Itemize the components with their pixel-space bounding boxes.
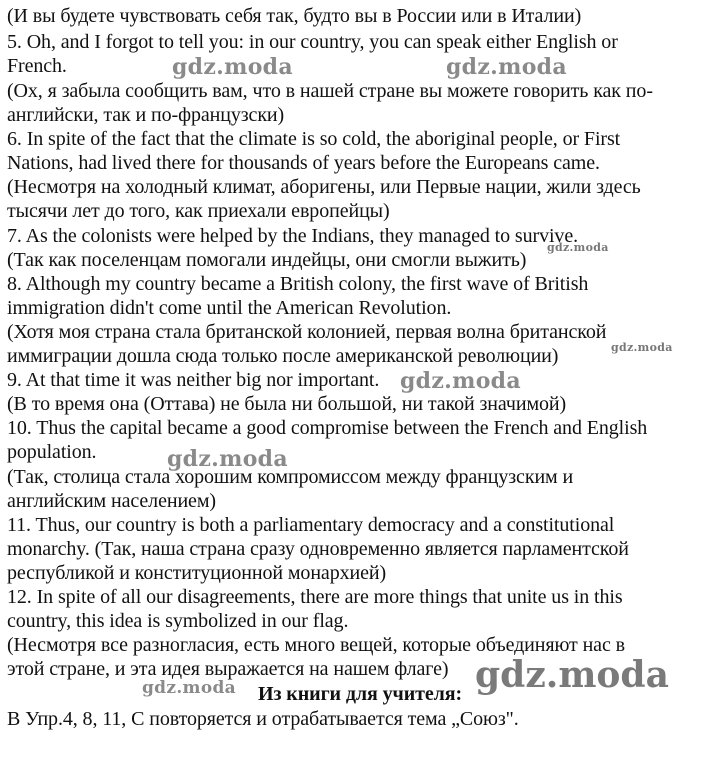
watermark-logo: gdz.moda bbox=[172, 54, 293, 80]
text-line: 12. In spite of all our disagreements, there are more things that unite us in this bbox=[7, 586, 623, 608]
text-line: 6. In spite of the fact that the climate is so cold, the aboriginal people, or First bbox=[7, 128, 621, 150]
text-line: (Так как поселенцам помогали индейцы, они смогли выжить) bbox=[7, 249, 527, 271]
watermark-logo: gdz.moda bbox=[446, 54, 567, 80]
text-line: (Хотя моя страна стала британской колонией, первая волна британской bbox=[7, 321, 607, 343]
text-line: республикой и конституционной монархией) bbox=[7, 562, 387, 584]
text-line: (Ох, я забыла сообщить вам, что в нашей стране вы можете говорить как по- bbox=[7, 80, 653, 102]
text-line: этой стране, и эта идея выражается на нашем флаге) bbox=[7, 658, 449, 680]
text-line: 8. Although my country became a British colony, the first wave of British bbox=[7, 273, 589, 295]
text-line: английски, так и по-французски) bbox=[7, 104, 285, 126]
watermark-logo: gdz.moda bbox=[475, 654, 669, 696]
text-line: country, this idea is symbolized in our flag. bbox=[7, 610, 349, 632]
text-line: (И вы будете чувствовать себя так, будто вы в России или в Италии) bbox=[7, 5, 582, 27]
watermark-logo: gdz.moda bbox=[142, 678, 236, 698]
text-line: (Несмотря все разногласия, есть много вещей, которые объединяют нас в bbox=[7, 634, 625, 656]
text-line: 10. Thus the capital became a good compromise between the French and English bbox=[7, 417, 648, 439]
teacher-book-heading: Из книги для учителя: bbox=[258, 683, 463, 705]
text-line: иммиграции дошла сюда только после американской революции) bbox=[7, 345, 559, 367]
text-line: (Так, столица стала хорошим компромиссом между французским и bbox=[7, 466, 574, 488]
text-line: French. bbox=[7, 55, 67, 77]
text-line: monarchy. (Так, наша страна сразу одновременно является парламентской bbox=[7, 538, 629, 560]
text-line: immigration didn't come until the American Revolution. bbox=[7, 297, 452, 319]
text-line: 9. At that time it was neither big nor important. bbox=[7, 369, 380, 391]
watermark-logo: gdz.moda bbox=[167, 446, 288, 472]
text-line: Nations, had lived there for thousands of years before the Europeans came. bbox=[7, 152, 600, 174]
text-line: (В то время она (Оттава) не была ни большой, ни такой значимой) bbox=[7, 393, 567, 415]
text-line: 11. Thus, our country is both a parliamentary democracy and a constitutional bbox=[7, 514, 615, 536]
watermark-logo: gdz.moda bbox=[400, 368, 521, 394]
final-line: В Упр.4, 8, 11, С повторяется и отрабатывается тема „Союз". bbox=[7, 708, 519, 730]
watermark-logo: gdz.moda bbox=[547, 241, 609, 254]
watermark-logo: gdz.moda bbox=[611, 341, 673, 354]
text-line: 7. As the colonists were helped by the Indians, they managed to survive. bbox=[7, 225, 579, 247]
text-line: population. bbox=[7, 441, 97, 463]
text-line: (Несмотря на холодный климат, аборигены, или Первые нации, жили здесь bbox=[7, 176, 641, 198]
text-line: 5. Oh, and I forgot to tell you: in our country, you can speak either English or bbox=[7, 31, 618, 53]
text-line: тысячи лет до того, как приехали европейцы) bbox=[7, 200, 390, 222]
text-line: английским населением) bbox=[7, 490, 216, 512]
